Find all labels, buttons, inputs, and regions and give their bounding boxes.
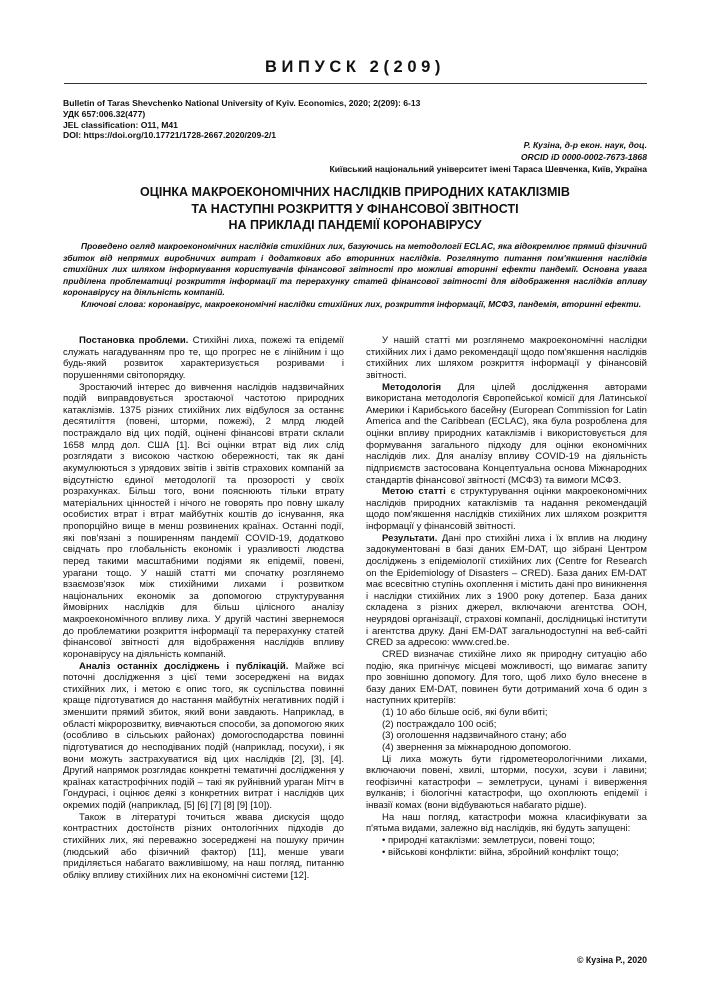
- title-line: ТА НАСТУПНІ РОЗКРИТТЯ У ФІНАНСОВОЇ ЗВІТНОСТІ: [191, 201, 519, 216]
- paragraph: [366, 533, 647, 649]
- title-line: НА ПРИКЛАДІ ПАНДЕМІЇ КОРОНАВІРУСУ: [228, 218, 482, 233]
- issue-header: ВИПУСК 2(209): [265, 58, 445, 76]
- paragraph: [366, 382, 647, 487]
- criteria-item: (3) оголошення надзвичайного стану; або: [382, 730, 567, 742]
- section-heading: Метою статті: [382, 486, 446, 498]
- paragraph: Ці лиха можуть бути гідрометеорологічними лихами, включаючи повені, хвилі, шторми, посухи, зсуви і лавини; геофізичні катастрофи – землетруси, цунамі і виверження вулканів; і біологічні катастрофи, що охоплюють епідемії і інвазії комах (вони відбуваються набагато рідше).: [366, 753, 647, 811]
- section-heading: Аналіз останніх досліджень і публікацій.: [79, 660, 289, 672]
- author-affiliation: Київський національний університет імені Тараса Шевченка, Київ, Україна: [329, 163, 647, 174]
- paragraph-text: Дані про стихійні лиха і їх вплив на людину задокументовані в базі даних EM-DAT, що зібрані Центром досліджень з епідеміології стихійних лих (Centre for Research on the Epidemiology of Disasters – CRED). База даних EM-DAT має всесвітню ступінь охоплення і містить дані про виникнення і наслідки стихійних лих з 1900 року дотепер. База даних складена з різних джерел, включаючи агентства ООН, неурядові організації, страхові компанії, дослідницькі інститути і агентства друку. Дані EM-DAT загальнодоступні на веб-сайті CRED за адресою: www.cred.be.: [366, 532, 647, 649]
- left-column: [63, 335, 344, 881]
- paragraph: У нашій статті ми розглянемо макроекономічні наслідки стихійних лих і дамо рекомендації щодо пом'якшення наслідків стихійних лих шляхом розкриття інформації у фінансовій звітності.: [366, 335, 647, 381]
- abstract-text: Проведено огляд макроекономічних наслідків стихійних лих, базуючись на методології ECLAC, яка відокремлює прямий фізичний збиток від непрямих виробничих витрат і додаткових або вторинних наслідків. Розглянуто питання пом'якшення наслідків стихійних лих шляхом інформування користувачів фінансової звітності про можливі вторинні ефекти пандемії. Основна увага приділена проблематиці розкриття інформації та перерахунку статей фінансової звітності для відображення наслідків впливу коронавірусу на діяльність компаній.: [63, 241, 647, 298]
- paragraph-text: Стихійні лиха, пожежі та епідемії служать нагадуванням про те, що прогрес не є лінійним і що будь-який розвиток характеризується розривами і порушеннями світопорядку.: [63, 335, 344, 381]
- author-block: [330, 140, 647, 175]
- author-name: Р. Кузіна, д-р екон. наук, доц.: [523, 140, 647, 150]
- paragraph: [63, 335, 344, 382]
- paragraph: На наш погляд, катастрофи можна класифікувати за п'ятьма видами, залежно від наслідків, які будуть запущені:: [366, 811, 647, 835]
- bullet-item: • військові конфлікти: війна, збройний конфлікт тощо;: [382, 846, 619, 858]
- paragraph: Зростаючий інтерес до вивчення наслідків надзвичайних подій виправдовується зростаючої частотою природних катаклізмів. 1375 різних стихійних лих відбулося за останнє десятиліття (повені, шторми, пожежі), 2 млрд людей постраждало від цих подій, оцінені фінансові втрати склали 1658 млрд дол. США [1]. Всі оцінки втрат від лих слід розглядати з високою часткою обережності, так як дані акумулюються з урядових звітів і звітів страхових компаній за відсутністю єдиної методології та прозорості у своїх розрахунках. Більш того, вони пояснюють тільки втрату матеріальних цінностей і нічого не говорять про повну шкалу особистих втрат і втрат майбутніх коштів до існування, яка пропорційно вище в менш розвинених країнах. Останні події, які пов'язані з поширенням пандемії COVID-19, додатково свідчать про глобальність економік і уразливості людства перед такими масштабними подіями як епідемії, повені, урагани тощо. У нашій статті ми спочатку розглянемо взаємозв'язок між стихійними лихами і розвитком національних економік за допомогою структурування ймовірних наслідків для більш цілісного аналізу макроекономічного впливу лиха. У другій частині звернемося до проблематики розкриття інформації та перерахунку статей фінансової звітності для відображення наслідків впливу коронавірусу на діяльність компаній.: [63, 381, 344, 660]
- paragraph: CRED визначає стихійне лихо як природну ситуацію або подію, яка пригнічує місцеві можливості, що вимагає запиту про зовнішню допомогу. Для того, щоб лихо було внесене в базу даних EM-DAT, повинен бути дотриманий хоча б один з наступних критеріїв:: [366, 648, 647, 707]
- paragraph: [63, 661, 344, 812]
- title-line: ОЦІНКА МАКРОЕКОНОМІЧНИХ НАСЛІДКІВ ПРИРОДНИХ КАТАКЛІЗМІВ: [140, 185, 570, 199]
- citation-meta: [63, 98, 420, 141]
- bullet-item: • природні катаклізми: землетруси, повені тощо;: [382, 834, 595, 846]
- abstract: [63, 241, 647, 311]
- article-title: [63, 184, 647, 234]
- section-heading: Методологія: [382, 381, 442, 393]
- jel-line: JEL classification: O11, M41: [63, 119, 178, 130]
- copyright: © Кузіна Р., 2020: [577, 955, 647, 965]
- citation-line: Bulletin of Taras Shevchenko National University of Kyiv. Economics, 2020; 2(209): 6-13: [63, 98, 421, 108]
- keywords: Ключові слова: коронавірус, макроекономічні наслідки стихійних лих, розкриття інформації, МСФЗ, пандемія, вторинні ефекти.: [81, 298, 642, 309]
- criteria-item: (4) звернення за міжнародною допомогою.: [382, 741, 572, 753]
- paragraph: [366, 486, 647, 533]
- criteria-item: (2) постраждало 100 осіб;: [382, 718, 497, 730]
- udc-line: УДК 657:006.32(477): [63, 108, 146, 119]
- paragraph: Також в літературі точиться жвава дискусія щодо контрастних достоїнств різних онтологічних підходів до стихійних лих, які переважно зосереджені на пошуку причин (людський або фізичний фактор) [11], менше уваги приділяється набагато важливішому, на наш погляд, питанню обліку впливу стихійних лих на економічні системи [12].: [63, 811, 344, 881]
- header-divider: [64, 83, 647, 84]
- section-heading: Результати.: [382, 532, 438, 544]
- doi-line: DOI: https://doi.org/10.17721/1728-2667.2020/209-2/1: [63, 130, 277, 141]
- paragraph-text: є структурування оцінки макроекономічних наслідків природних катаклізмів та надання рекомендацій щодо пом'якшення наслідків стихійних лих шляхом розкриття інформації у фінансовій звітності.: [366, 486, 648, 532]
- paragraph-text: Для цілей дослідження авторами використана методологія Європейської комісії для Латинської Америки і Карибського басейну (European Commission for Latin America and the Caribbean (ECLAC), яка була розроблена для оцінки впливу природних катаклізмів і використовується для формування загального підходу для оцінки економічних наслідків лих. Для аналізу впливу COVID-19 на діяльність підприємств застосована Концептуальна основа Міжнародних стандартів фінансової звітності (МСФЗ) та вимоги МСФЗ.: [366, 381, 647, 486]
- right-column: [366, 335, 647, 858]
- author-orcid: ORCID iD 0000-0002-7673-1868: [520, 151, 647, 162]
- paragraph-text: Майже всі поточні дослідження з цієї теми зосереджені на видах стихійних лих, і метою є опис того, як суспільства повинні краще підготуватися до настання майбутніх негативних подій і зменшити прямий збиток, який вони завдають. Наприклад, в області мікророзвитку, вивчаються способи, за допомогою яких (особливо в сільських районах) домогосподарства повинні підготуватися до несподіваних подій (наприклад, посухи), і як вони можуть застрахуватися від цих наслідків [2], [3], [4]. Другий напрямок розглядає конкретні тематичні дослідження у країнах катастрофічних подій – такі як руйнівний ураган Мітч в Гондурасі, і оцінює деякі з конкретних витрат і наслідків цих окремих подій (наприклад, [5] [6] [7] [8] [9] [10]).: [63, 660, 344, 811]
- criteria-item: (1) 10 або більше осіб, які були вбиті;: [382, 707, 548, 718]
- section-heading: Постановка проблеми.: [79, 335, 189, 346]
